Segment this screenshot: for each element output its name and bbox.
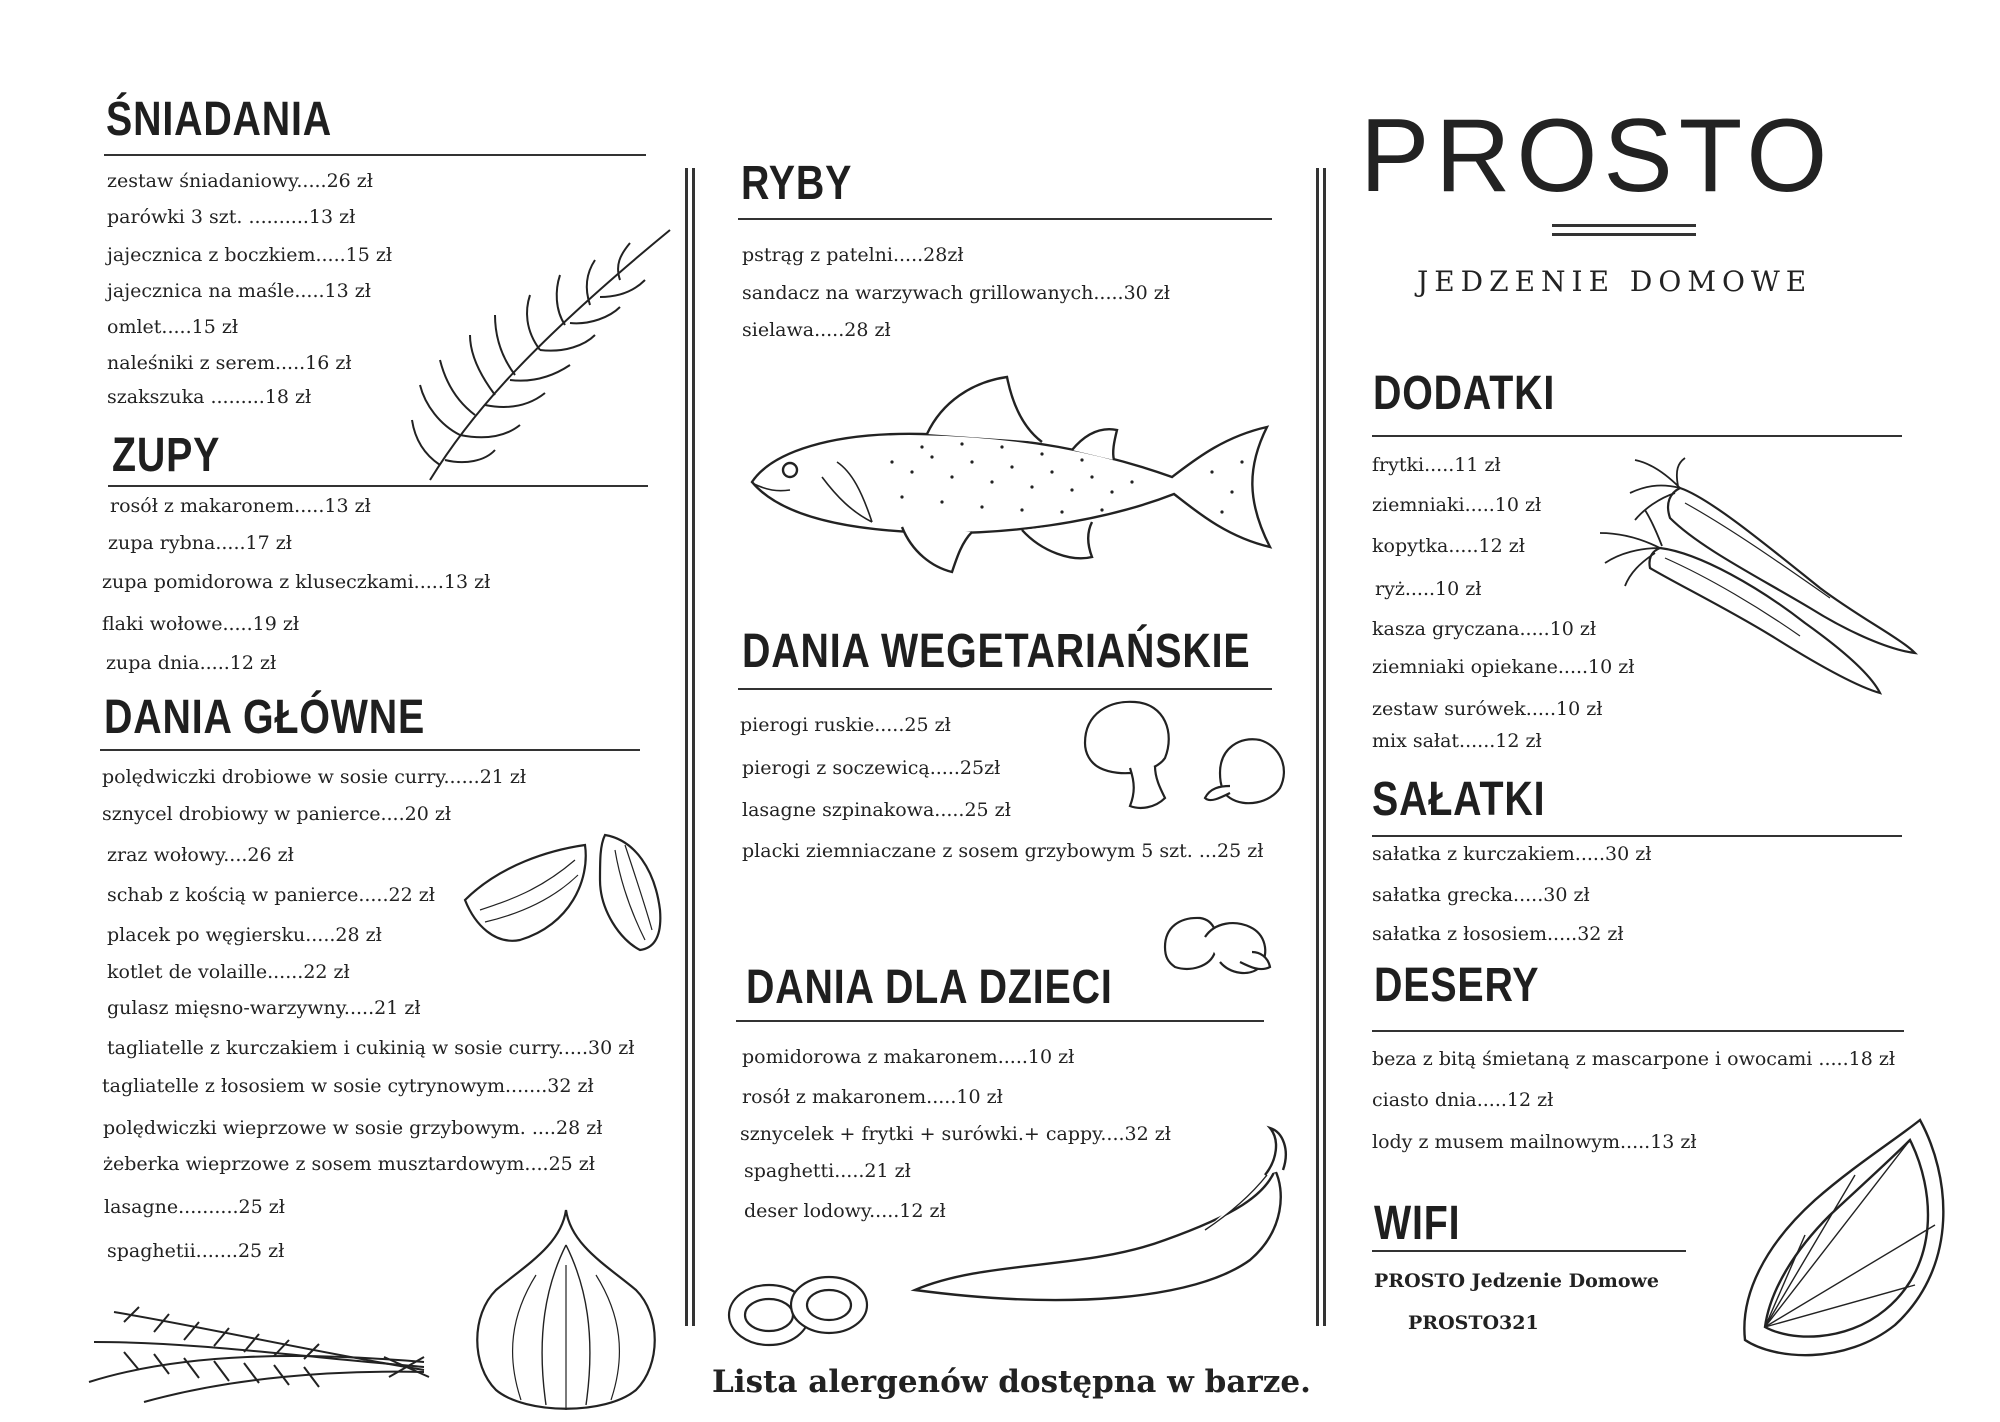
- section-rule: [100, 749, 640, 751]
- list-item: schab z kością w panierce.....22 zł: [107, 884, 435, 906]
- list-item: frytki.....11 zł: [1372, 454, 1501, 476]
- section-title-wege: DANIA WEGETARIAŃSKIE: [742, 625, 1251, 678]
- list-item: zupa pomidorowa z kluseczkami.....13 zł: [102, 571, 491, 593]
- list-item: sałatka z kurczakiem.....30 zł: [1372, 843, 1652, 865]
- mushroom-icon: [1080, 698, 1300, 818]
- section-title-salatki: SAŁATKI: [1372, 773, 1546, 826]
- trout-fish-icon: [742, 372, 1272, 582]
- list-item: polędwiczki wieprzowe w sosie grzybowym. ....28 zł: [103, 1117, 603, 1139]
- section-title-glowne: DANIA GŁÓWNE: [104, 691, 426, 744]
- mushroom-icon: [1160, 912, 1275, 982]
- column-divider: [685, 168, 688, 1326]
- section-title-sniadania: ŚNIADANIA: [106, 93, 333, 146]
- section-title-desery: DESERY: [1374, 959, 1540, 1012]
- list-item: placek po węgiersku.....28 zł: [107, 924, 382, 946]
- list-item: zestaw surówek.....10 zł: [1372, 698, 1603, 720]
- brand-logo: PROSTO: [1360, 98, 1834, 214]
- list-item: sznycelek + frytki + surówki.+ cappy....32 zł: [740, 1123, 1171, 1145]
- list-item: zestaw śniadaniowy.....26 zł: [107, 170, 373, 192]
- section-title-dzieci: DANIA DLA DZIECI: [746, 961, 1113, 1014]
- section-rule: [736, 1020, 1264, 1022]
- lemon-wedge-icon: [1735, 1115, 1960, 1360]
- list-item: gulasz mięsno-warzywny.....21 zł: [107, 997, 421, 1019]
- wifi-network: PROSTO Jedzenie Domowe: [1374, 1270, 1659, 1292]
- list-item: sandacz na warzywach grillowanych.....30 zł: [742, 282, 1170, 304]
- list-item: zupa rybna.....17 zł: [108, 532, 292, 554]
- section-rule: [1372, 1250, 1686, 1252]
- column-divider: [1323, 168, 1326, 1326]
- list-item: pstrąg z patelni.....28zł: [742, 244, 964, 266]
- list-item: ryż.....10 zł: [1375, 578, 1482, 600]
- list-item: rosół z makaronem.....13 zł: [110, 495, 371, 517]
- chili-pepper-icon: [905, 1120, 1295, 1310]
- section-title-zupy: ZUPY: [112, 429, 221, 482]
- logo-rule: [1552, 233, 1696, 236]
- section-rule: [738, 218, 1272, 220]
- list-item: szakszuka .........18 zł: [107, 386, 312, 408]
- list-item: sałatka grecka.....30 zł: [1372, 884, 1590, 906]
- section-rule: [1372, 1030, 1904, 1032]
- list-item: placki ziemniaczane z sosem grzybowym 5 szt. ...25 zł: [742, 840, 1264, 862]
- list-item: tagliatelle z kurczakiem i cukinią w sosie curry.....30 zł: [107, 1037, 635, 1059]
- rosemary-sprig-icon: [400, 225, 680, 485]
- list-item: tagliatelle z łososiem w sosie cytrynowym.......32 zł: [102, 1075, 594, 1097]
- brand-tagline: JEDZENIE DOMOWE: [1417, 265, 1813, 298]
- list-item: beza z bitą śmietaną z mascarpone i owocami .....18 zł: [1372, 1048, 1895, 1070]
- list-item: ciasto dnia.....12 zł: [1372, 1089, 1554, 1111]
- list-item: kopytka.....12 zł: [1372, 535, 1525, 557]
- section-rule: [738, 688, 1272, 690]
- list-item: sałatka z łososiem.....32 zł: [1372, 923, 1624, 945]
- column-divider: [1316, 168, 1319, 1326]
- list-item: sznycel drobiowy w panierce....20 zł: [102, 803, 451, 825]
- list-item: ziemniaki opiekane.....10 zł: [1372, 656, 1635, 678]
- list-item: flaki wołowe.....19 zł: [102, 613, 300, 635]
- list-item: pomidorowa z makaronem.....10 zł: [742, 1046, 1075, 1068]
- list-item: naleśniki z serem.....16 zł: [107, 352, 352, 374]
- list-item: żeberka wieprzowe z sosem musztardowym....25 zł: [103, 1153, 595, 1175]
- list-item: kotlet de volaille......22 zł: [107, 961, 350, 983]
- logo-rule: [1552, 224, 1696, 227]
- list-item: kasza gryczana.....10 zł: [1372, 618, 1597, 640]
- section-rule: [104, 154, 646, 156]
- list-item: polędwiczki drobiowe w sosie curry......21 zł: [102, 766, 527, 788]
- list-item: rosół z makaronem.....10 zł: [742, 1086, 1003, 1108]
- list-item: zupa dnia.....12 zł: [106, 652, 277, 674]
- list-item: pierogi z soczewicą.....25zł: [742, 757, 1001, 779]
- list-item: jajecznica z boczkiem.....15 zł: [107, 244, 393, 266]
- column-divider: [692, 168, 695, 1326]
- section-rule: [1372, 835, 1902, 837]
- list-item: pierogi ruskie.....25 zł: [740, 714, 951, 736]
- section-title-wifi: WIFI: [1374, 1197, 1461, 1250]
- list-item: omlet.....15 zł: [107, 316, 238, 338]
- list-item: deser lodowy.....12 zł: [744, 1200, 946, 1222]
- section-title-dodatki: DODATKI: [1373, 367, 1556, 420]
- list-item: lasagne szpinakowa.....25 zł: [742, 799, 1011, 821]
- wifi-password: PROSTO321: [1408, 1312, 1539, 1334]
- list-item: zraz wołowy....26 zł: [107, 844, 294, 866]
- garlic-bulb-icon: [466, 1205, 666, 1415]
- garlic-cloves-icon: [460, 830, 670, 960]
- allergen-notice: Lista alergenów dostępna w barze.: [712, 1364, 1311, 1400]
- list-item: spaghetii.......25 zł: [107, 1240, 285, 1262]
- list-item: lody z musem mailnowym.....13 zł: [1372, 1131, 1697, 1153]
- section-title-ryby: RYBY: [741, 157, 853, 210]
- list-item: spaghetti.....21 zł: [744, 1160, 911, 1182]
- section-rule: [1372, 435, 1902, 437]
- list-item: parówki 3 szt. ..........13 zł: [107, 206, 356, 228]
- list-item: sielawa.....28 zł: [742, 319, 891, 341]
- carrots-icon: [1590, 458, 1920, 698]
- list-item: mix sałat......12 zł: [1372, 730, 1542, 752]
- rosemary-bunch-icon: [84, 1282, 434, 1412]
- list-item: jajecznica na maśle.....13 zł: [107, 280, 371, 302]
- list-item: ziemniaki.....10 zł: [1372, 494, 1542, 516]
- section-rule: [108, 485, 648, 487]
- chili-slices-icon: [724, 1270, 874, 1350]
- list-item: lasagne..........25 zł: [104, 1196, 285, 1218]
